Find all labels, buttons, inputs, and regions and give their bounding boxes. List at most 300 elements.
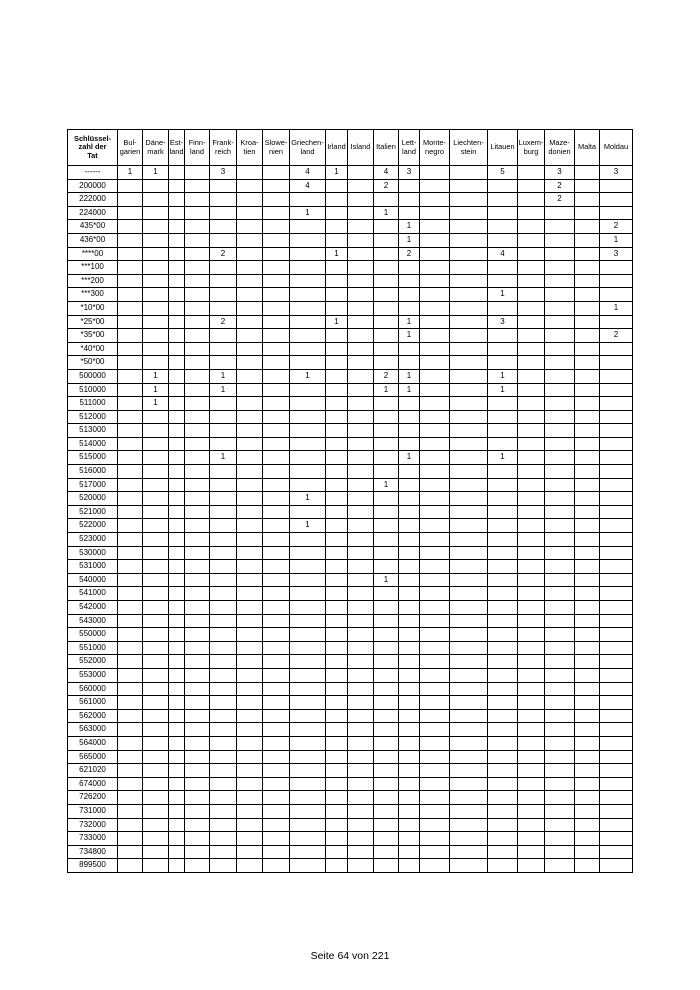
table-cell: [488, 668, 518, 682]
table-cell: [237, 206, 263, 220]
table-cell: [399, 818, 420, 832]
row-key-cell: 674000: [68, 777, 118, 791]
table-cell: [518, 356, 545, 370]
column-header-country: Slowe- nien: [263, 130, 290, 166]
table-cell: [143, 696, 169, 710]
table-cell: [450, 750, 488, 764]
table-cell: [545, 424, 575, 438]
row-key-cell: 726200: [68, 791, 118, 805]
table-cell: [326, 233, 348, 247]
table-cell: [210, 261, 237, 275]
table-cell: [185, 818, 210, 832]
table-cell: [143, 546, 169, 560]
table-cell: [348, 451, 374, 465]
table-cell: [185, 750, 210, 764]
table-cell: [290, 641, 326, 655]
table-cell: [326, 546, 348, 560]
statistics-table: [67, 129, 633, 873]
table-cell: [185, 723, 210, 737]
table-cell: 2: [399, 247, 420, 261]
table-cell: [545, 261, 575, 275]
table-cell: [374, 288, 399, 302]
table-cell: [374, 668, 399, 682]
column-header-country: Luxem- burg: [518, 130, 545, 166]
table-cell: [575, 220, 600, 234]
table-cell: [450, 465, 488, 479]
table-cell: [263, 356, 290, 370]
table-cell: [374, 220, 399, 234]
table-cell: [263, 519, 290, 533]
table-cell: [210, 845, 237, 859]
table-cell: [143, 329, 169, 343]
row-key-cell: 899500: [68, 859, 118, 873]
table-cell: [518, 818, 545, 832]
table-cell: [326, 478, 348, 492]
table-cell: [185, 560, 210, 574]
table-cell: [450, 736, 488, 750]
table-cell: [185, 193, 210, 207]
table-cell: [263, 668, 290, 682]
table-cell: [399, 424, 420, 438]
table-cell: [326, 193, 348, 207]
table-cell: [210, 614, 237, 628]
table-cell: [450, 818, 488, 832]
row-key-cell: 732000: [68, 818, 118, 832]
table-cell: [326, 451, 348, 465]
table-cell: [210, 397, 237, 411]
table-cell: [237, 682, 263, 696]
table-cell: [575, 397, 600, 411]
table-cell: [600, 628, 633, 642]
table-cell: [185, 736, 210, 750]
table-cell: [450, 723, 488, 737]
table-cell: [374, 682, 399, 696]
table-cell: 4: [290, 179, 326, 193]
table-cell: [488, 356, 518, 370]
table-cell: [488, 301, 518, 315]
table-cell: [143, 682, 169, 696]
row-key-cell: 541000: [68, 587, 118, 601]
table-cell: [575, 723, 600, 737]
column-header-country: Finn- land: [185, 130, 210, 166]
table-cell: [210, 193, 237, 207]
table-cell: [545, 397, 575, 411]
table-cell: [169, 342, 185, 356]
table-cell: [169, 587, 185, 601]
table-cell: [420, 179, 450, 193]
table-cell: 1: [399, 329, 420, 343]
table-cell: [450, 288, 488, 302]
table-cell: [169, 859, 185, 873]
table-cell: [399, 206, 420, 220]
table-cell: [263, 736, 290, 750]
table-cell: [600, 641, 633, 655]
table-cell: [118, 274, 143, 288]
table-cell: [263, 764, 290, 778]
table-cell: [600, 601, 633, 615]
table-cell: [237, 818, 263, 832]
table-cell: [399, 533, 420, 547]
table-cell: [326, 818, 348, 832]
table-cell: [450, 601, 488, 615]
table-cell: [326, 369, 348, 383]
table-cell: [118, 288, 143, 302]
column-header-country: Irland: [326, 130, 348, 166]
table-cell: [326, 206, 348, 220]
table-cell: [420, 465, 450, 479]
table-cell: [210, 492, 237, 506]
table-row: [68, 478, 633, 492]
table-cell: [374, 193, 399, 207]
table-cell: [348, 478, 374, 492]
table-cell: [326, 573, 348, 587]
table-row: [68, 682, 633, 696]
table-cell: 1: [488, 288, 518, 302]
table-cell: [420, 533, 450, 547]
table-cell: [348, 601, 374, 615]
table-cell: [399, 397, 420, 411]
table-cell: [290, 410, 326, 424]
table-cell: [420, 573, 450, 587]
table-cell: [450, 206, 488, 220]
table-cell: [450, 247, 488, 261]
table-cell: [143, 424, 169, 438]
table-cell: [575, 696, 600, 710]
table-cell: [143, 437, 169, 451]
table-cell: [545, 655, 575, 669]
table-cell: [399, 641, 420, 655]
table-cell: [518, 696, 545, 710]
table-cell: [575, 166, 600, 180]
table-cell: [518, 668, 545, 682]
table-cell: [399, 804, 420, 818]
table-cell: [545, 682, 575, 696]
table-cell: [143, 301, 169, 315]
table-cell: [399, 859, 420, 873]
table-cell: [518, 465, 545, 479]
table-cell: [348, 247, 374, 261]
table-cell: [545, 628, 575, 642]
table-cell: [575, 682, 600, 696]
table-cell: [575, 736, 600, 750]
table-cell: [420, 546, 450, 560]
table-cell: [348, 424, 374, 438]
table-cell: [545, 301, 575, 315]
row-key-cell: *40*00: [68, 342, 118, 356]
table-cell: [210, 859, 237, 873]
table-cell: [326, 261, 348, 275]
table-cell: [348, 696, 374, 710]
table-cell: [169, 206, 185, 220]
table-cell: [420, 166, 450, 180]
table-cell: [399, 465, 420, 479]
table-cell: [575, 478, 600, 492]
table-cell: [237, 641, 263, 655]
table-row: [68, 723, 633, 737]
table-cell: [237, 832, 263, 846]
table-cell: [399, 696, 420, 710]
table-cell: [399, 193, 420, 207]
column-header-country: Island: [348, 130, 374, 166]
table-cell: [143, 342, 169, 356]
table-cell: [143, 573, 169, 587]
row-key-cell: ------: [68, 166, 118, 180]
row-key-cell: 540000: [68, 573, 118, 587]
table-cell: [348, 750, 374, 764]
table-cell: [600, 369, 633, 383]
table-cell: [399, 505, 420, 519]
table-cell: [488, 628, 518, 642]
table-cell: [450, 832, 488, 846]
table-cell: [118, 791, 143, 805]
table-cell: [185, 451, 210, 465]
table-cell: [263, 709, 290, 723]
table-row: [68, 777, 633, 791]
table-cell: [118, 369, 143, 383]
table-cell: [575, 560, 600, 574]
table-row: [68, 560, 633, 574]
table-cell: 2: [374, 179, 399, 193]
table-cell: [185, 832, 210, 846]
table-cell: [399, 723, 420, 737]
table-cell: 3: [399, 166, 420, 180]
table-cell: [118, 233, 143, 247]
table-cell: [290, 736, 326, 750]
table-cell: [488, 546, 518, 560]
table-cell: [348, 274, 374, 288]
table-cell: [399, 437, 420, 451]
table-cell: [237, 437, 263, 451]
row-key-cell: *50*00: [68, 356, 118, 370]
row-key-cell: 621020: [68, 764, 118, 778]
table-cell: [185, 342, 210, 356]
table-cell: [118, 764, 143, 778]
table-cell: [118, 206, 143, 220]
table-cell: [518, 628, 545, 642]
table-cell: [488, 505, 518, 519]
table-cell: [374, 641, 399, 655]
table-cell: [450, 614, 488, 628]
table-cell: [575, 859, 600, 873]
table-cell: [374, 533, 399, 547]
table-cell: [420, 750, 450, 764]
table-cell: [545, 764, 575, 778]
table-cell: [185, 655, 210, 669]
table-cell: [185, 288, 210, 302]
table-cell: [237, 573, 263, 587]
table-cell: [450, 220, 488, 234]
table-cell: [575, 628, 600, 642]
table-cell: [488, 397, 518, 411]
table-cell: [143, 505, 169, 519]
table-cell: [450, 342, 488, 356]
table-cell: [326, 832, 348, 846]
table-cell: [237, 628, 263, 642]
table-cell: [348, 777, 374, 791]
table-cell: [600, 777, 633, 791]
table-cell: [185, 628, 210, 642]
table-cell: [263, 641, 290, 655]
table-cell: 1: [374, 573, 399, 587]
table-cell: [575, 301, 600, 315]
table-cell: [420, 410, 450, 424]
table-cell: [374, 505, 399, 519]
table-cell: [210, 342, 237, 356]
table-cell: 3: [210, 166, 237, 180]
table-cell: [450, 397, 488, 411]
table-cell: [518, 193, 545, 207]
table-cell: [326, 437, 348, 451]
table-cell: [420, 723, 450, 737]
table-cell: [518, 383, 545, 397]
table-row: [68, 736, 633, 750]
table-cell: [326, 777, 348, 791]
table-cell: [545, 505, 575, 519]
table-cell: [237, 315, 263, 329]
table-cell: [600, 342, 633, 356]
table-cell: [185, 261, 210, 275]
table-cell: [374, 723, 399, 737]
table-cell: [600, 356, 633, 370]
table-cell: [374, 397, 399, 411]
table-cell: [237, 478, 263, 492]
table-cell: 1: [326, 247, 348, 261]
table-cell: [348, 261, 374, 275]
table-cell: 2: [600, 220, 633, 234]
table-cell: [263, 750, 290, 764]
table-cell: [169, 668, 185, 682]
table-cell: [518, 397, 545, 411]
table-cell: [169, 261, 185, 275]
table-cell: 3: [488, 315, 518, 329]
table-cell: [575, 288, 600, 302]
table-cell: [143, 465, 169, 479]
table-cell: [210, 587, 237, 601]
table-cell: [575, 247, 600, 261]
table-cell: [399, 791, 420, 805]
table-cell: [169, 492, 185, 506]
table-cell: [420, 424, 450, 438]
table-cell: [348, 519, 374, 533]
table-cell: [545, 451, 575, 465]
table-cell: [169, 166, 185, 180]
table-cell: [420, 777, 450, 791]
table-row: [68, 668, 633, 682]
table-cell: [169, 641, 185, 655]
table-cell: [210, 696, 237, 710]
table-cell: [348, 573, 374, 587]
table-cell: [374, 859, 399, 873]
table-cell: [263, 655, 290, 669]
table-cell: [143, 804, 169, 818]
table-row: [68, 410, 633, 424]
table-row: [68, 533, 633, 547]
column-header-country: Italien: [374, 130, 399, 166]
table-cell: [450, 641, 488, 655]
table-cell: 1: [399, 233, 420, 247]
table-cell: [399, 519, 420, 533]
table-cell: [600, 696, 633, 710]
column-header-country: Malta: [575, 130, 600, 166]
table-cell: [210, 410, 237, 424]
table-cell: [518, 709, 545, 723]
table-cell: [450, 546, 488, 560]
table-cell: [450, 383, 488, 397]
table-cell: [169, 560, 185, 574]
table-cell: [450, 696, 488, 710]
table-cell: [169, 777, 185, 791]
row-key-cell: 516000: [68, 465, 118, 479]
table-cell: [290, 859, 326, 873]
table-cell: [450, 668, 488, 682]
table-cell: [237, 261, 263, 275]
table-cell: [518, 478, 545, 492]
table-cell: [290, 845, 326, 859]
table-cell: [290, 261, 326, 275]
table-cell: [420, 342, 450, 356]
table-cell: 2: [600, 329, 633, 343]
table-cell: [488, 492, 518, 506]
column-header-country: Maze- donien: [545, 130, 575, 166]
table-cell: 1: [210, 383, 237, 397]
column-header-country: Frank- reich: [210, 130, 237, 166]
table-cell: [143, 274, 169, 288]
table-row: [68, 179, 633, 193]
table-cell: [290, 315, 326, 329]
table-cell: [545, 614, 575, 628]
table-cell: [488, 818, 518, 832]
table-cell: [399, 736, 420, 750]
table-cell: [237, 233, 263, 247]
table-cell: [420, 261, 450, 275]
table-cell: [575, 641, 600, 655]
table-cell: [420, 709, 450, 723]
table-cell: [185, 383, 210, 397]
row-key-cell: 521000: [68, 505, 118, 519]
row-key-cell: *10*00: [68, 301, 118, 315]
table-cell: [185, 397, 210, 411]
table-cell: [237, 410, 263, 424]
table-cell: [518, 233, 545, 247]
table-cell: [518, 573, 545, 587]
table-cell: [143, 655, 169, 669]
row-key-cell: 500000: [68, 369, 118, 383]
table-cell: [348, 845, 374, 859]
table-cell: [263, 206, 290, 220]
table-cell: [450, 492, 488, 506]
table-cell: [290, 424, 326, 438]
table-row: [68, 220, 633, 234]
table-cell: [450, 274, 488, 288]
table-cell: [450, 356, 488, 370]
row-key-cell: 543000: [68, 614, 118, 628]
table-cell: [237, 546, 263, 560]
table-cell: [600, 845, 633, 859]
table-cell: [326, 750, 348, 764]
table-cell: [237, 587, 263, 601]
table-cell: [545, 492, 575, 506]
row-key-cell: ***100: [68, 261, 118, 275]
table-cell: [290, 804, 326, 818]
table-cell: [600, 261, 633, 275]
table-cell: [575, 791, 600, 805]
table-row: [68, 315, 633, 329]
table-cell: [518, 791, 545, 805]
table-cell: [488, 465, 518, 479]
table-cell: [374, 315, 399, 329]
table-cell: [210, 641, 237, 655]
table-row: [68, 451, 633, 465]
